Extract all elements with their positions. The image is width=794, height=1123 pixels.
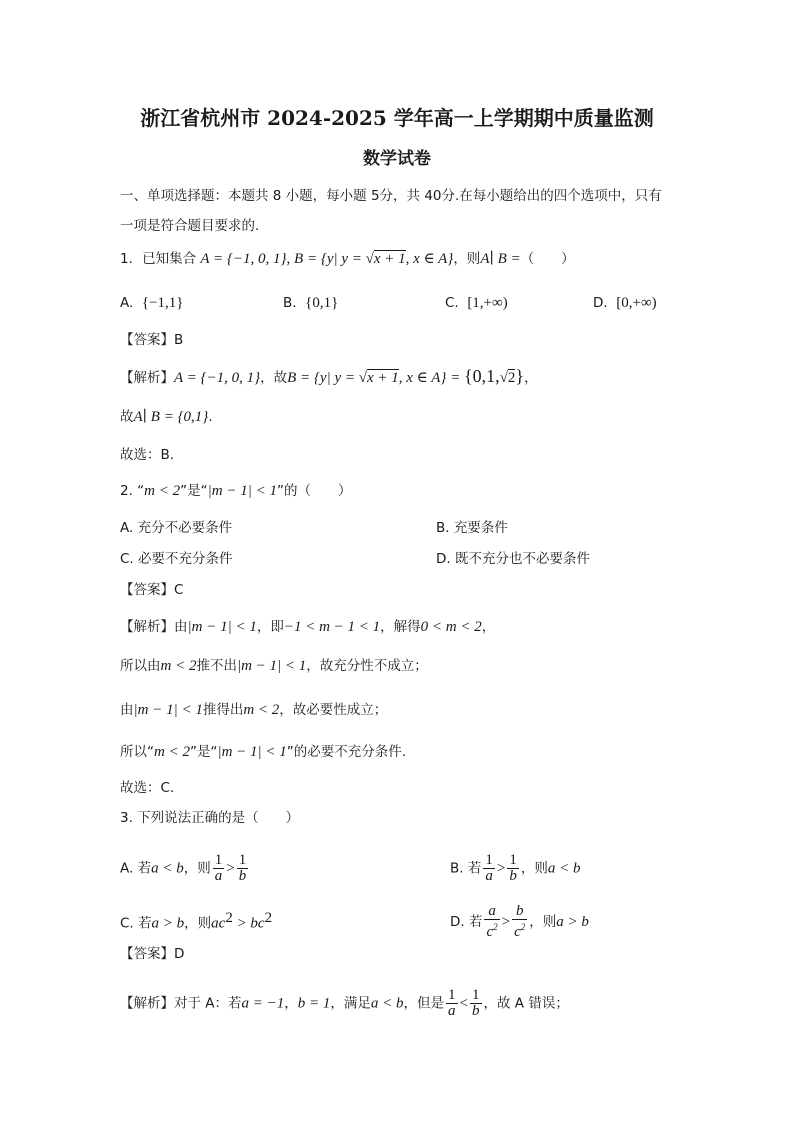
q3-optD-a: D. 若 bbox=[450, 914, 483, 930]
q2-a1-c: ，解得 bbox=[380, 619, 421, 635]
q1-analysis-line2 bbox=[120, 407, 213, 427]
q3-optC-a: C. 若 bbox=[120, 915, 152, 932]
q3-optA-gt: > bbox=[226, 860, 235, 877]
frac-den bbox=[484, 920, 499, 940]
q1-stem-mid: ，则 bbox=[453, 251, 481, 267]
q3-a1-bv: b = 1 bbox=[297, 995, 331, 1012]
frac-den: b bbox=[238, 868, 247, 884]
q1-analysis-intersection: A∣ B = {0,1} bbox=[133, 409, 209, 425]
q3-option-b bbox=[450, 853, 580, 884]
q3-optA-a: A. 若 bbox=[120, 860, 152, 877]
q2-a1-ineq: −1 < m − 1 < 1 bbox=[283, 619, 381, 635]
q3-a1-b: ， bbox=[284, 995, 298, 1012]
frac-num: 1 bbox=[448, 987, 456, 1003]
q2-analysis-label: 【解析】 bbox=[120, 619, 174, 635]
q2-a2-b: 推不出 bbox=[196, 658, 237, 674]
q3-optB-c: ，则 bbox=[520, 860, 548, 877]
q3-optB-a: B. 若 bbox=[450, 860, 482, 877]
q2-option-a: A. 充分不必要条件 bbox=[120, 520, 233, 536]
q3-option-a bbox=[120, 853, 250, 884]
q3-optA-b: ，则 bbox=[183, 860, 211, 877]
frac-den-c: c bbox=[486, 924, 494, 940]
q3-a1-frac1 bbox=[446, 988, 458, 1019]
q3-a1-e: ，故 A 错误； bbox=[483, 995, 569, 1012]
q2-a4-c: ”的必要不充分条件. bbox=[286, 744, 407, 760]
q2-stem-a: 2. “ bbox=[120, 483, 145, 499]
q3-optC-res-a: ac bbox=[211, 915, 226, 932]
q3-optC-cond: a > b bbox=[151, 915, 185, 932]
q2-stem-c: ”的（ ） bbox=[276, 483, 352, 499]
frac-num: 1 bbox=[485, 852, 493, 868]
q1-option-d bbox=[593, 293, 657, 313]
q1-option-b-value: {0,1} bbox=[305, 295, 339, 311]
q3-optC-b: ，则 bbox=[184, 915, 212, 932]
frac-num: a bbox=[484, 904, 499, 920]
q2-a3-m: m < 2 bbox=[243, 702, 280, 718]
q1-analysis-line1-end: ， bbox=[524, 370, 538, 386]
frac-num: 1 bbox=[238, 852, 247, 868]
q1-blank: （ ） bbox=[520, 251, 575, 267]
q3-optD-res: a > b bbox=[556, 914, 589, 930]
q3-a1-frac2 bbox=[470, 988, 482, 1019]
q1-analysis-set-b: B = {y| y = bbox=[287, 370, 359, 386]
q1-option-a-letter: A. bbox=[120, 295, 134, 311]
q3-answer: 【答案】D bbox=[120, 946, 185, 962]
q1-option-b-letter: B. bbox=[283, 295, 297, 311]
q2-option-d: D. 既不充分也不必要条件 bbox=[436, 551, 590, 567]
q3-optA-frac2 bbox=[237, 853, 249, 884]
q1-option-c-letter: C. bbox=[445, 295, 459, 311]
q2-stem bbox=[120, 481, 351, 501]
q3-optB-frac2 bbox=[507, 853, 519, 884]
q3-optD-frac2 bbox=[512, 904, 527, 940]
q2-a3-abs: |m − 1| < 1 bbox=[133, 702, 203, 718]
q3-analysis-label: 【解析】 bbox=[120, 995, 174, 1012]
q2-answer: 【答案】C bbox=[120, 582, 184, 598]
q2-analysis-line4 bbox=[120, 742, 406, 762]
q2-choose: 故选：C. bbox=[120, 780, 175, 796]
q3-optC-sup1: 2 bbox=[225, 910, 233, 926]
q2-a4-b: ”是“ bbox=[189, 744, 218, 760]
q2-a1-a: 由 bbox=[174, 619, 188, 635]
q2-a4-abs: |m − 1| < 1 bbox=[217, 744, 287, 760]
q1-answer: 【答案】B bbox=[120, 332, 184, 348]
q3-option-c bbox=[120, 908, 272, 934]
q3-optB-gt: > bbox=[496, 860, 506, 877]
frac-num: 1 bbox=[509, 852, 517, 868]
q2-a3-c: ，故必要性成立； bbox=[279, 702, 388, 718]
q1-choose: 故选：B. bbox=[120, 447, 175, 463]
q3-a1-cond: a < b bbox=[370, 995, 404, 1012]
frac-den: b bbox=[472, 1003, 480, 1019]
q2-stem-m: m < 2 bbox=[144, 483, 181, 499]
q2-a1-d: ， bbox=[481, 619, 496, 635]
q3-a1-lt: < bbox=[459, 995, 468, 1012]
frac-den: a bbox=[448, 1003, 456, 1019]
q2-a1-b: ，即 bbox=[256, 619, 284, 635]
q2-option-b: B. 充要条件 bbox=[436, 520, 508, 536]
q2-a2-a: 所以由 bbox=[120, 658, 161, 674]
frac-den-sup: 2 bbox=[520, 922, 526, 932]
frac-num: 1 bbox=[472, 987, 480, 1003]
q1-analysis-result-open: {0,1, bbox=[464, 366, 500, 386]
q3-optB-res: a < b bbox=[547, 860, 581, 877]
q1-analysis-line1: 【解析】A = {−1, 0, 1}，故B = {y| y = √x + 1, x ∈ A} = {0,1,√2}， bbox=[120, 366, 538, 386]
exam-title: 浙江省杭州市 2024-2025 学年高一上学期期中质量监测 bbox=[140, 106, 654, 130]
q3-stem: 3. 下列说法正确的是（ ） bbox=[120, 810, 300, 826]
q1-analysis-sqrt2: 2 bbox=[507, 370, 516, 386]
q2-a2-c: ，故充分性不成立； bbox=[306, 658, 428, 674]
q2-analysis-line3 bbox=[120, 700, 387, 720]
q2-analysis-line1 bbox=[120, 617, 495, 637]
q2-a2-m: m < 2 bbox=[160, 658, 197, 674]
q3-a1-av: a = −1 bbox=[241, 995, 285, 1012]
section-heading-line2: 一项是符合题目要求的. bbox=[120, 218, 260, 234]
q3-optD-c: ，则 bbox=[529, 914, 557, 930]
q1-option-b bbox=[283, 293, 338, 313]
q3-a1-c: ，满足 bbox=[330, 995, 371, 1012]
q3-a1-a: 对于 A：若 bbox=[174, 995, 242, 1012]
q1-analysis-sqrt: x + 1 bbox=[366, 370, 399, 386]
q3-optD-gt: > bbox=[501, 914, 511, 930]
q3-optA-cond: a < b bbox=[151, 860, 184, 877]
q2-a2-abs: |m − 1| < 1 bbox=[236, 658, 307, 674]
q2-option-c: C. 必要不充分条件 bbox=[120, 551, 233, 567]
q1-option-d-letter: D. bbox=[593, 295, 608, 311]
q3-a1-d: ，但是 bbox=[403, 995, 445, 1012]
q1-intersect: A∣ B = bbox=[480, 251, 521, 267]
q2-analysis-line2 bbox=[120, 656, 428, 676]
q2-a3-a: 由 bbox=[120, 702, 134, 718]
q1-set-a: A = {−1, 0, 1} bbox=[200, 251, 287, 267]
q1-option-d-value: [0,+∞) bbox=[616, 295, 657, 311]
q3-analysis-line1 bbox=[120, 988, 569, 1019]
q1-analysis-l2-end: . bbox=[208, 409, 213, 425]
q1-set-b: B = {y| y = bbox=[294, 251, 366, 267]
q1-set-b-tail: , x ∈ A} bbox=[405, 251, 454, 267]
section-heading-line1: 一、单项选择题：本题共 8 小题，每小题 5分，共 40分.在每小题给出的四个选项中，只有 bbox=[120, 188, 662, 204]
q3-optC-res-b: > bc bbox=[232, 915, 265, 932]
q1-analysis-l2-prefix: 故 bbox=[120, 409, 134, 425]
q1-sqrt: √x + 1 bbox=[365, 251, 406, 267]
q1-sqrt-expr: x + 1 bbox=[373, 251, 406, 267]
q1-analysis-set-b-tail: , x ∈ A} = bbox=[398, 370, 465, 386]
q1-analysis-label: 【解析】 bbox=[120, 370, 174, 386]
q1-option-c bbox=[445, 293, 508, 313]
q2-stem-b: ”是“ bbox=[180, 483, 208, 499]
q3-optB-frac1 bbox=[483, 853, 495, 884]
q1-option-a-value: {−1,1} bbox=[141, 295, 184, 311]
q1-option-a bbox=[120, 293, 184, 313]
q2-a4-a: 所以“ bbox=[120, 744, 154, 760]
frac-num: b bbox=[512, 904, 527, 920]
q2-a1-abs: |m − 1| < 1 bbox=[187, 619, 257, 635]
q2-a4-m: m < 2 bbox=[154, 744, 190, 760]
q1-option-c-value: [1,+∞) bbox=[467, 295, 508, 311]
q3-optA-frac1 bbox=[213, 853, 225, 884]
frac-den: a bbox=[214, 868, 223, 884]
frac-den: a bbox=[485, 868, 493, 884]
q1-analysis-set-a: A = {−1, 0, 1} bbox=[174, 370, 261, 386]
frac-den: b bbox=[509, 868, 517, 884]
q1-stem-prefix: 1．已知集合 bbox=[120, 251, 197, 267]
frac-den bbox=[512, 920, 527, 940]
exam-subtitle: 数学试卷 bbox=[363, 149, 431, 169]
frac-num: 1 bbox=[214, 852, 223, 868]
q3-optC-sup2: 2 bbox=[264, 910, 273, 926]
q2-a3-b: 推得出 bbox=[202, 702, 244, 718]
q1-stem: 1．已知集合 A = {−1, 0, 1}, B = {y| y = √x + 1, x ∈ A}，则A∣ B =（ ） bbox=[120, 251, 575, 267]
q2-a1-sol: 0 < m < 2 bbox=[420, 619, 482, 635]
q3-optD-frac1 bbox=[484, 904, 499, 940]
q2-stem-abs: |m − 1| < 1 bbox=[207, 483, 277, 499]
q1-analysis-text: ，故 bbox=[260, 370, 288, 386]
q3-option-d bbox=[450, 904, 589, 940]
q1-analysis-result-close: } bbox=[515, 366, 525, 386]
frac-den-sup: 2 bbox=[493, 922, 498, 932]
frac-den-c: c bbox=[514, 924, 521, 940]
